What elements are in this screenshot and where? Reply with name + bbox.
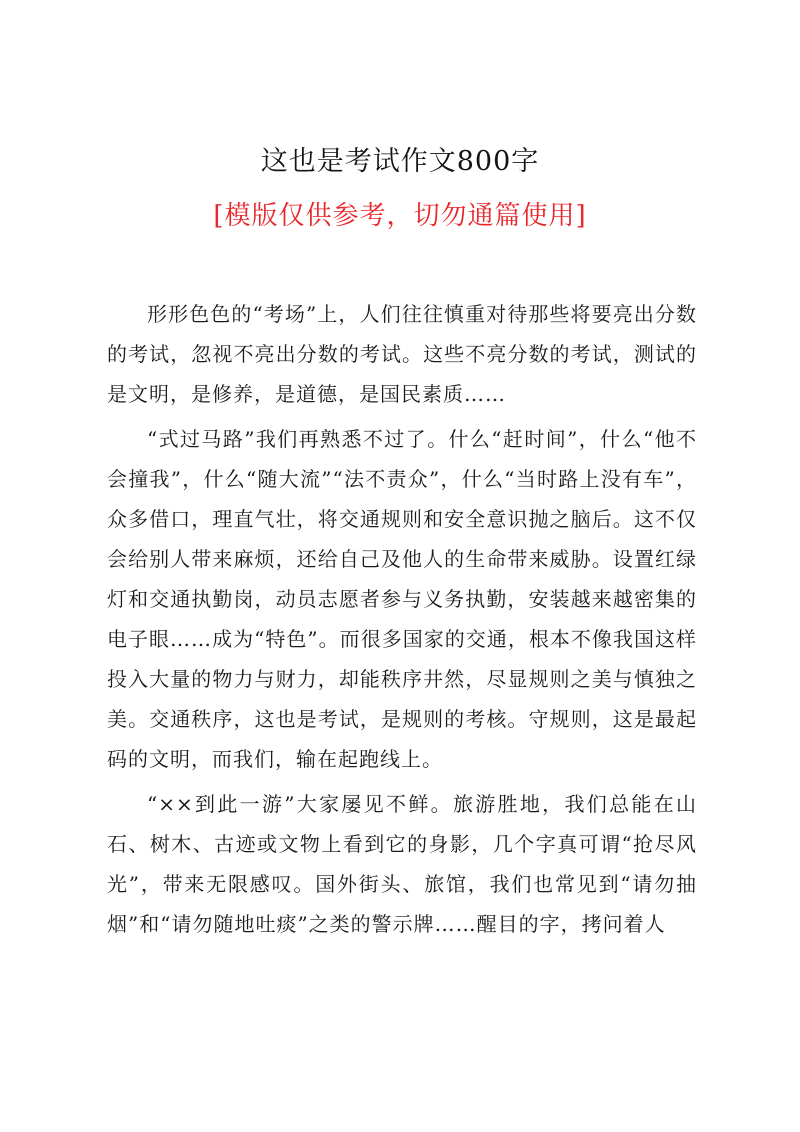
paragraph-1: 形形色色的“考场”上，人们往往慎重对待那些将要亮出分数的考试，忽视不亮出分数的考试。这些不亮分数的考试，测试的是文明，是修养，是道德，是国民素质……	[107, 302, 697, 406]
paragraph-3: “××到此一游”大家屡见不鲜。旅游胜地，我们总能在山石、树木、古迹或文物上看到它的身影，几个字真可谓“抢尽风光”，带来无限感叹。国外街头、旅馆，我们也常见到“请勿抽烟”和“请勿随地吐痰”之类的警示牌……醒目的字，拷问着人	[107, 792, 697, 936]
document-body	[107, 294, 697, 949]
paragraph-2: “式过马路”我们再熟悉不过了。什么“赶时间”，什么“他不会撞我”，什么“随大流”“法不责众”，什么“当时路上没有车”，众多借口，理直气壮，将交通规则和安全意识抛之脑后。这不仅会给别人带来麻烦，还给自己及他人的生命带来威胁。设置红绿灯和交通执勤岗，动员志愿者参与义务执勤，安装越来越密集的电子眼……成为“特色”。而很多国家的交通，根本不像我国这样投入大量的物力与财力，却能秩序井然，尽显规则之美与慎独之美。交通秩序，这也是考试，是规则的考核。守规则，这是最起码的文明，而我们，输在起跑线上。	[107, 427, 697, 771]
document-subtitle: [模版仅供参考，切勿通篇使用]	[213, 201, 587, 231]
document-title: 这也是考试作文800字	[260, 146, 540, 177]
